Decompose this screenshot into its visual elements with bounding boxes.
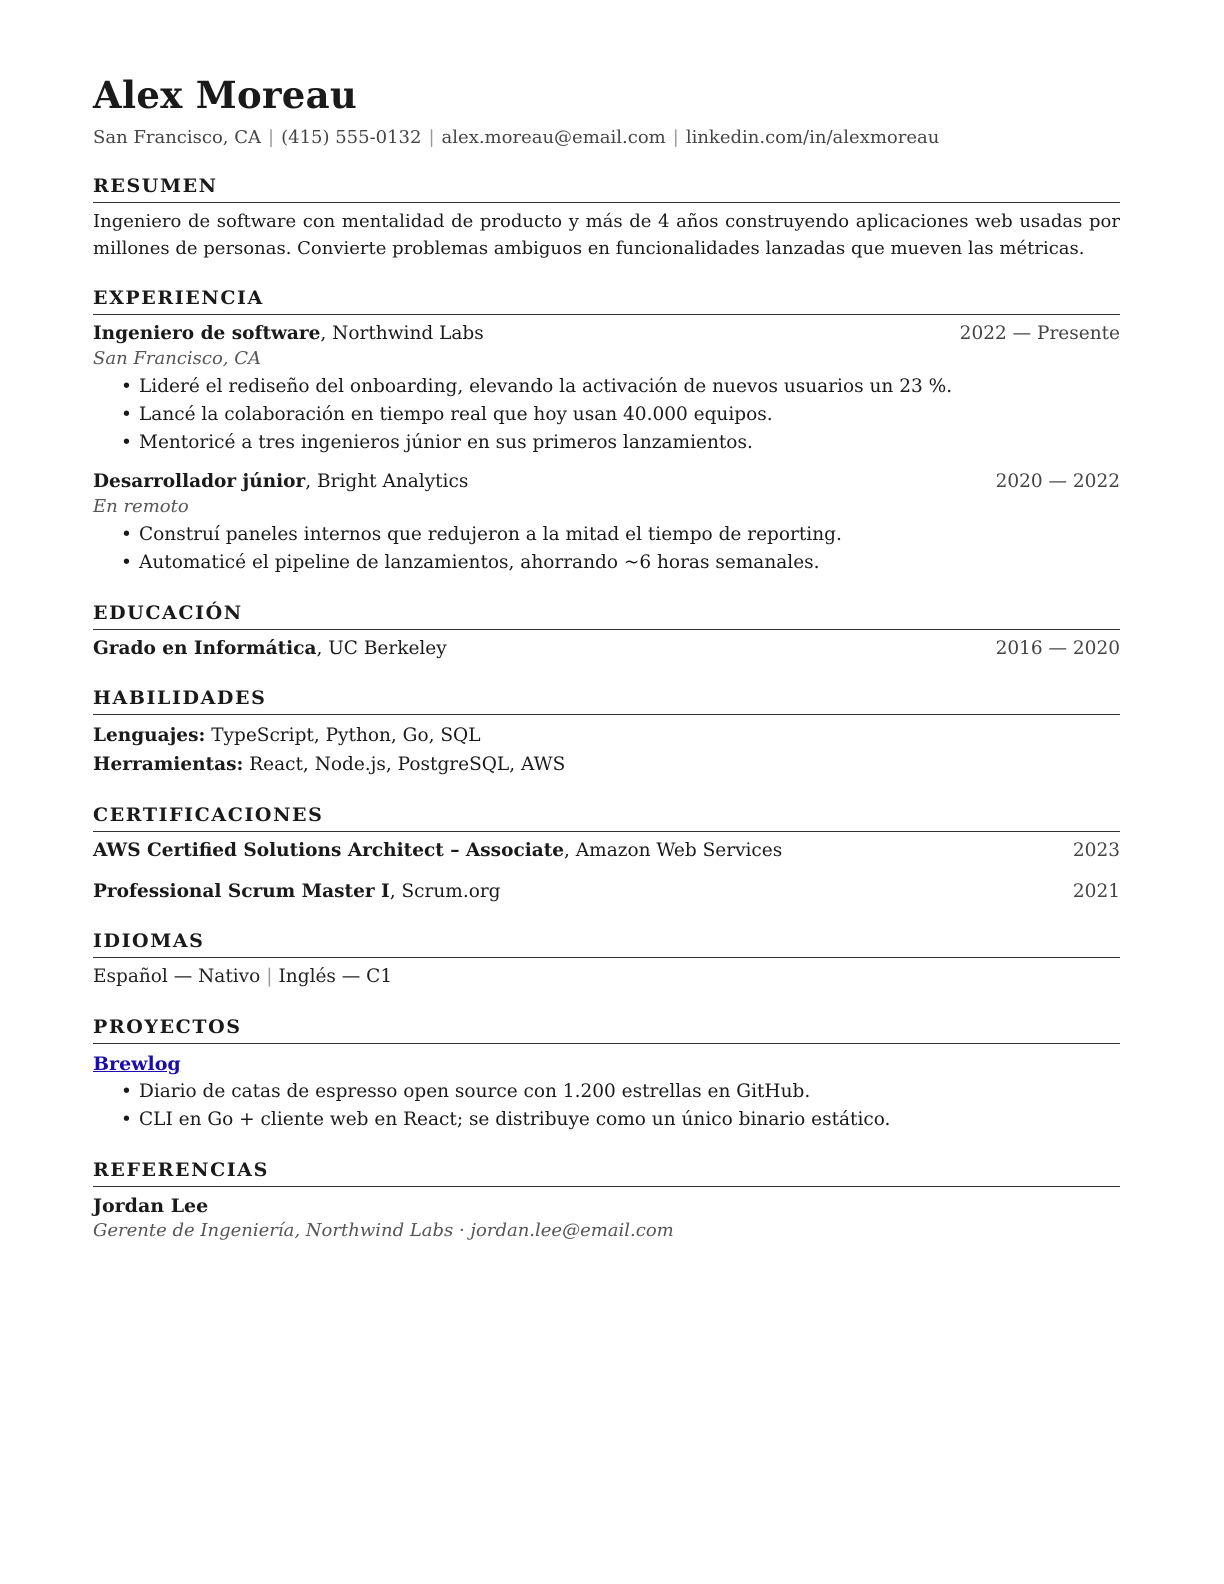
skills-tools-label: Herramientas: xyxy=(93,754,244,775)
certifications-section xyxy=(93,803,1120,905)
job-bullets xyxy=(93,373,1120,457)
languages-section xyxy=(93,929,1120,991)
skills-tools-value: React, Node.js, PostgreSQL, AWS xyxy=(243,754,566,775)
certification-entry xyxy=(93,879,1120,905)
job-bullets xyxy=(93,521,1120,577)
certification-issuer: , Amazon Web Services xyxy=(564,840,783,861)
summary-section xyxy=(93,174,1120,262)
education-school: , UC Berkeley xyxy=(316,638,447,659)
job-company: , Northwind Labs xyxy=(320,323,484,344)
certification-entry xyxy=(93,838,1120,864)
section-heading-experience: EXPERIENCIA xyxy=(93,286,1120,315)
contact-line xyxy=(93,126,1120,150)
certification-issuer: , Scrum.org xyxy=(389,881,501,902)
job-location: En remoto xyxy=(93,496,189,517)
contact-separator: | xyxy=(428,127,435,148)
skills-section xyxy=(93,686,1120,779)
job-role: Ingeniero de software xyxy=(93,323,321,344)
project-entry xyxy=(93,1050,1120,1134)
certification-name: AWS Certified Solutions Architect – Associate xyxy=(93,840,565,861)
contact-separator: | xyxy=(672,127,679,148)
section-heading-education: EDUCACIÓN xyxy=(93,601,1120,630)
skills-languages xyxy=(93,721,1120,750)
section-heading-projects: PROYECTOS xyxy=(93,1015,1120,1044)
experience-section xyxy=(93,286,1120,577)
project-link[interactable]: Brewlog xyxy=(93,1053,181,1075)
resume-page xyxy=(93,70,1120,1243)
section-heading-references: REFERENCIAS xyxy=(93,1158,1120,1187)
language-first: Español — Nativo xyxy=(93,966,261,987)
project-bullet: • CLI en Go + cliente web en React; se distribuye como un único binario estático. xyxy=(121,1106,1120,1134)
job-company: , Bright Analytics xyxy=(305,471,469,492)
education-entry xyxy=(93,636,1120,662)
job-header xyxy=(93,321,1120,347)
contact-email[interactable]: alex.moreau@email.com xyxy=(441,127,666,148)
job-entry xyxy=(93,469,1120,577)
education-title xyxy=(93,636,447,662)
certification-title xyxy=(93,838,782,864)
job-title xyxy=(93,469,468,495)
languages-line xyxy=(93,963,1120,991)
reference-name: Jordan Lee xyxy=(93,1195,209,1217)
skills-languages-label: Lenguajes: xyxy=(93,725,206,746)
contact-phone: (415) 555-0132 xyxy=(281,127,422,148)
certification-name: Professional Scrum Master I xyxy=(93,881,390,902)
projects-section xyxy=(93,1015,1120,1134)
candidate-name: Alex Moreau xyxy=(93,73,358,117)
contact-location: San Francisco, CA xyxy=(93,127,262,148)
section-heading-skills: HABILIDADES xyxy=(93,686,1120,715)
job-bullet: • Automaticé el pipeline de lanzamientos, ahorrando ~6 horas semanales. xyxy=(121,549,1120,577)
reference-detail: Gerente de Ingeniería, Northwind Labs · jordan.lee@email.com xyxy=(93,1220,674,1241)
section-heading-certifications: CERTIFICACIONES xyxy=(93,803,1120,832)
section-heading-languages: IDIOMAS xyxy=(93,929,1120,958)
job-header xyxy=(93,469,1120,495)
certification-year: 2023 xyxy=(1072,840,1120,861)
education-section xyxy=(93,601,1120,662)
job-entry xyxy=(93,321,1120,457)
education-degree: Grado en Informática xyxy=(93,638,317,659)
contact-linkedin[interactable]: linkedin.com/in/alexmoreau xyxy=(685,127,940,148)
job-title xyxy=(93,321,484,347)
job-dates: 2020 — 2022 xyxy=(995,471,1120,492)
skills-tools xyxy=(93,750,1120,779)
references-section xyxy=(93,1158,1120,1243)
job-bullet: • Construí paneles internos que redujeron a la mitad el tiempo de reporting. xyxy=(121,521,1120,549)
job-bullet: • Lancé la colaboración en tiempo real que hoy usan 40.000 equipos. xyxy=(121,401,1120,429)
contact-separator: | xyxy=(268,127,275,148)
education-dates: 2016 — 2020 xyxy=(995,638,1120,659)
project-bullets xyxy=(93,1078,1120,1134)
project-bullet: • Diario de catas de espresso open source con 1.200 estrellas en GitHub. xyxy=(121,1078,1120,1106)
job-dates: 2022 — Presente xyxy=(959,323,1120,344)
job-location: San Francisco, CA xyxy=(93,348,262,369)
job-bullet: • Mentoricé a tres ingenieros júnior en sus primeros lanzamientos. xyxy=(121,429,1120,457)
language-second: Inglés — C1 xyxy=(278,966,393,987)
section-heading-summary: RESUMEN xyxy=(93,174,1120,203)
language-separator: | xyxy=(266,966,273,987)
certification-year: 2021 xyxy=(1072,881,1120,902)
skills-languages-value: TypeScript, Python, Go, SQL xyxy=(205,725,481,746)
summary-text: Ingeniero de software con mentalidad de producto y más de 4 años construyendo aplicaciones web usadas por millones de personas. Convierte problemas ambiguos en funcionalidades lanzadas que mueven las métricas. xyxy=(93,211,1120,259)
certification-title xyxy=(93,879,501,905)
job-role: Desarrollador júnior xyxy=(93,471,306,492)
job-bullet: • Lideré el rediseño del onboarding, elevando la activación de nuevos usuarios un 23 %. xyxy=(121,373,1120,401)
